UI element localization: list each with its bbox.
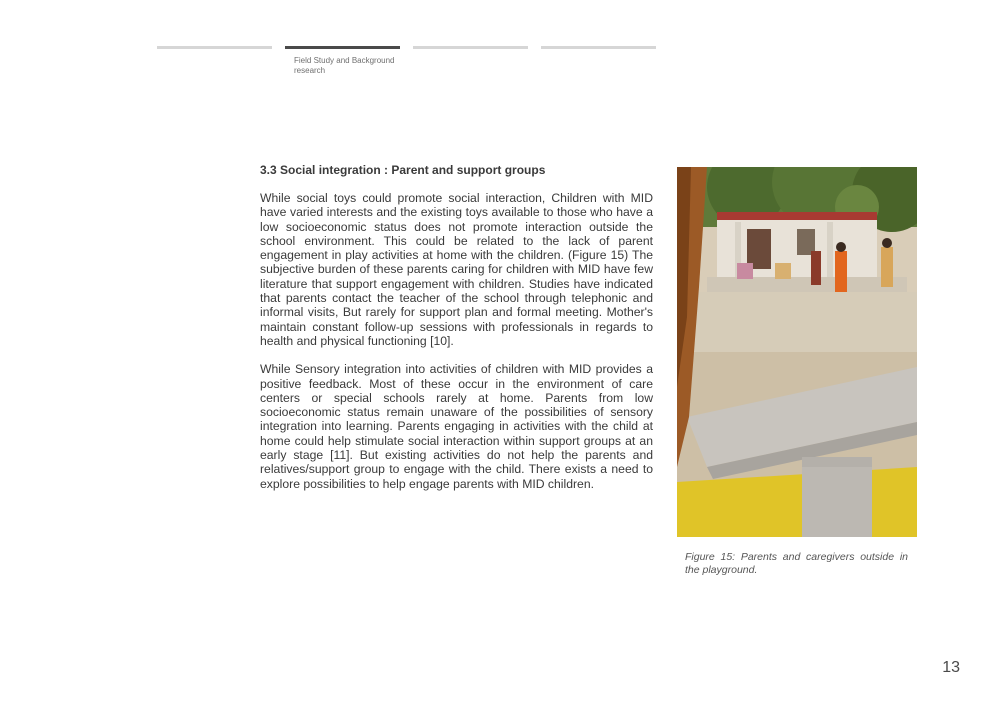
progress-segment-4[interactable] xyxy=(541,46,656,49)
paragraph-1: While social toys could promote social interaction, Children with MID have varied interests and the existing toys available to those who have a low socioeconomic status does not promote interaction outside the school environment. This could be related to the lack of parent engagement in play activities at home with the children. (Figure 15) The subjective burden of these parents caring for children with MID have few literature that support engagement with children. Studies have indicated that parents contact the teacher of the school through telephonic and informal visits, But rarely for support plan and formal meeting. Mother's maintain constant follow-up sessions with professionals in regards to health and physical functioning [10]. xyxy=(260,191,653,348)
page-number: 13 xyxy=(942,659,960,676)
progress-segment-3[interactable] xyxy=(413,46,528,49)
paragraph-2: While Sensory integration into activities of children with MID provides a positive feedback. Most of these occur in the environment of care centers or special schools rarely at home. Parents from low socioeconomic status remain unaware of the possibilities of sensory integration into learning. Parents engaging in activities with the child at home could help stimulate social interaction within support groups at an early stage [11]. But existing activities do not help the parents and relatives/support group to engage with the child. There exists a need to explore possibilities to help engage parents with MID children. xyxy=(260,362,653,491)
figure-caption: Figure 15: Parents and caregivers outside in the playground. xyxy=(685,551,908,576)
progress-segment-1[interactable] xyxy=(157,46,272,49)
body-text xyxy=(260,191,653,505)
progress-segment-2-active[interactable] xyxy=(285,46,400,49)
progress-segment-label: Field Study and Background research xyxy=(294,56,395,75)
section-progress-bar xyxy=(157,46,657,86)
playground-photo xyxy=(677,167,917,537)
section-heading: 3.3 Social integration : Parent and support groups xyxy=(260,163,546,177)
